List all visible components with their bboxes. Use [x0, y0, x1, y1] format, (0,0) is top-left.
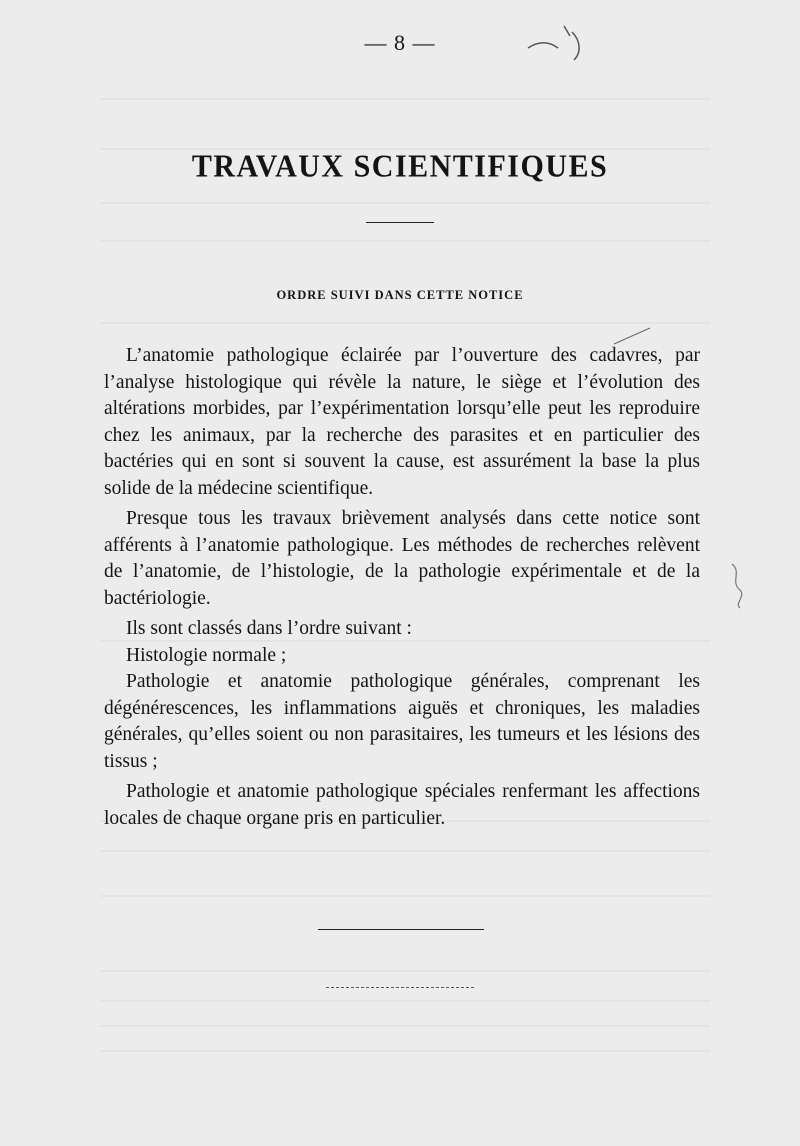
bleed-through-line: [100, 895, 710, 897]
paragraph: Pathologie et anatomie pathologique générales, comprenant les dégénérescences, les inflammations aiguës et chroniques, les maladies générales, qu’elles soient ou non parasitaires, les tumeurs et les lésions des tissus ;: [104, 671, 700, 772]
title-divider: [366, 222, 434, 223]
paragraph: L’anatomie pathologique éclairée par l’ouverture des cadavres, par l’analyse histologique qui révèle la nature, le siège et l’évolution des altérations morbides, par l’expérimentation lorsqu’elle peut les reproduire chez les animaux, par la recherche des parasites et en particulier des bactéries qui en sont si souvent la cause, est assurément la base la plus solide de la médecine scientifique.: [104, 345, 700, 499]
bleed-through-line: [100, 1025, 710, 1027]
bleed-through-line: [100, 322, 710, 324]
bleed-through-line: [100, 98, 710, 100]
bleed-through-line: [100, 240, 710, 242]
paragraph: Presque tous les travaux brièvement analysés dans cette notice sont afférents à l’anatomie pathologique. Les méthodes de recherches relèvent de l’anatomie, de l’histologie, de la pathologie expérimentale et de la bactériologie.: [104, 508, 700, 609]
bleed-through-line: [100, 1050, 710, 1052]
pencil-mark: [726, 560, 750, 610]
end-rule-dashed: [326, 987, 474, 988]
bleed-through-line: [100, 850, 710, 852]
paragraph: Ils sont classés dans l’ordre suivant :: [126, 618, 412, 639]
section-heading: ORDRE SUIVI DANS CETTE NOTICE: [276, 288, 524, 302]
paragraph: Histologie normale ;: [126, 644, 287, 666]
bleed-through-line: [100, 1000, 710, 1002]
page-number: — 8 —: [364, 30, 436, 55]
pencil-mark: [520, 18, 590, 68]
body-text: [104, 343, 700, 836]
end-rule: [318, 929, 484, 930]
page-title: TRAVAUX SCIENTIFIQUES: [191, 149, 609, 184]
bleed-through-line: [100, 970, 710, 972]
paragraph: Pathologie et anatomie pathologique spéciales renfermant les affections locales de chaque organe pris en particulier.: [104, 781, 700, 829]
bleed-through-line: [100, 202, 710, 204]
